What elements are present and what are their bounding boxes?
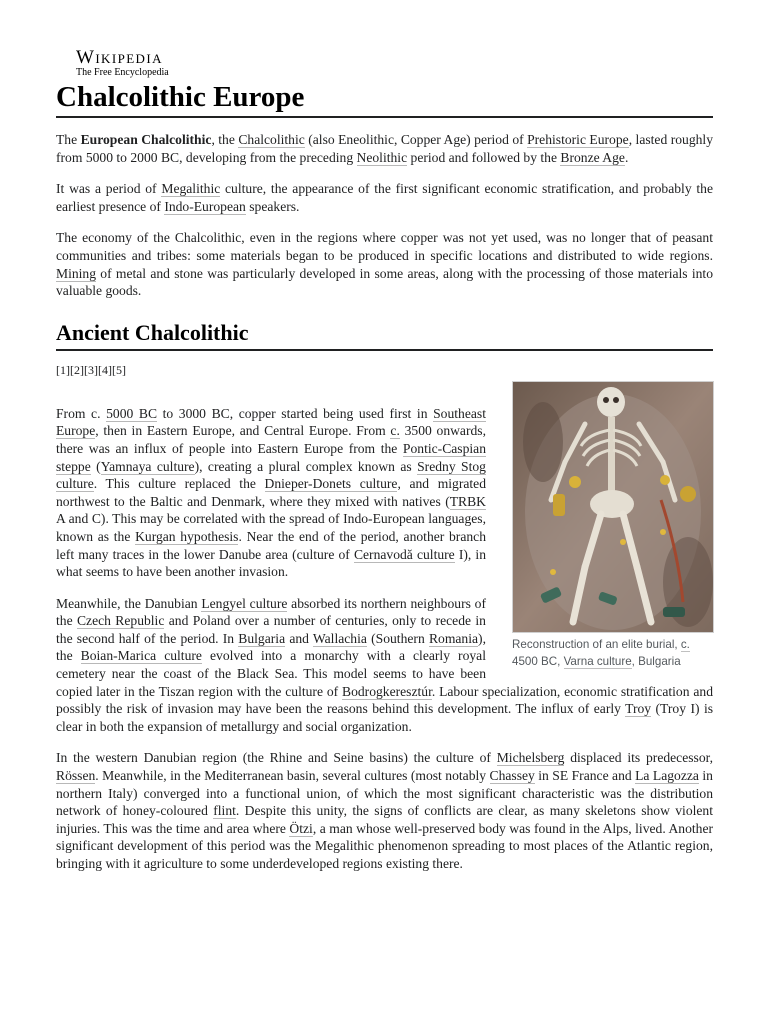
link-bulgaria[interactable]: Bulgaria [238,630,286,646]
link-circa[interactable]: c. [390,423,400,439]
reference-link[interactable]: [3] [84,362,98,377]
link-chassey[interactable]: Chassey [489,768,535,784]
article [56,48,713,873]
link-neolithic[interactable]: Neolithic [356,149,408,165]
link-sredny-stog-culture[interactable]: Sredny Stog culture [56,458,486,492]
link-megalithic[interactable]: Megalithic [161,181,221,197]
link-trbk[interactable]: TRBK [449,493,486,509]
reference-link[interactable]: [4] [98,362,112,377]
wikipedia-logo[interactable] [76,48,713,78]
section-heading: Ancient Chalcolithic [56,320,713,351]
link-mining[interactable]: Mining [56,265,97,281]
link-lengyel-culture[interactable]: Lengyel culture [201,595,288,611]
link-varna-culture[interactable]: Varna culture [563,654,632,668]
link-dnieper-donets-culture[interactable]: Dnieper-Donets culture [264,476,398,492]
reference-link[interactable]: [1] [56,362,70,377]
burial-image[interactable] [512,381,714,633]
page-title: Chalcolithic Europe [56,80,713,118]
burial-figure [512,381,713,670]
link-romania[interactable]: Romania [428,630,479,646]
link-5000-bc[interactable]: 5000 BC [106,405,158,421]
link-southeast-europe[interactable]: Southeast Europe [56,405,486,439]
link-boian-marica-culture[interactable]: Boian-Marica culture [80,648,202,664]
reference-link[interactable]: [2] [70,362,84,377]
reference-list [56,362,713,378]
figure-caption: Reconstruction of an elite burial, c. 4500 BC, Varna culture, Bulgaria [512,637,690,668]
link-michelsberg[interactable]: Michelsberg [496,750,565,766]
link-rossen[interactable]: Rössen [56,768,96,784]
link-prehistoric-europe[interactable]: Prehistoric Europe [527,132,629,147]
link-bodrogkeresztur[interactable]: Bodrogkeresztúr [342,683,432,699]
link-flint[interactable]: flint [213,803,236,819]
link-kurgan-hypothesis[interactable]: Kurgan hypothesis [135,528,239,544]
link-wallachia[interactable]: Wallachia [312,630,367,646]
link-circa[interactable]: c. [680,637,690,651]
bold-term: European Chalcolithic [80,132,212,147]
link-la-lagozza[interactable]: La Lagozza [635,768,699,784]
body-paragraph-3: In the western Danubian region (the Rhine and Seine basins) the culture of Michelsberg displaced its predecessor, Rössen. Meanwhile, in the Mediterranean basin, several cultures (most notably Chassey in SE France and La Lagozza in northern Italy) converged into a functional union, of which the most significant characteristic was the distribution network of honey-coloured flint. Despite this unity, the signs of conflicts are clear, as many skeletons show violent injuries. This was the time and area where Ötzi, a man whose well-preserved body was found in the Alps, lived. Another significant development of this period was the Megalithic phenomenon spreading to most places of the Atlantic region, bringing with it agriculture to some underdeveloped regions existing there. [56,750,714,871]
body-paragraph-2: Meanwhile, the Danubian Lengyel culture absorbed its northern neighbours of the Czech Republic and Poland over a number of centuries, only to recede in the second half of the period. In Bulgaria and Wallachia (Southern Romania), the Boian-Marica culture evolved into a monarchy with a clearly royal cemetery near the coast of the Black Sea. This model seems to have been copied later in the Tiszan region with the culture of Bodrogkeresztúr. Labour specialization, economic stratification and possibly the risk of invasion may have been the reasons behind this development. The influx of early Troy (Troy I) is clear in both the expansion of metallurgy and social organization. [56,595,714,734]
link-indo-european[interactable]: Indo-European [164,198,246,214]
logo-wordmark: Wikipedia [76,47,163,68]
link-troy[interactable]: Troy [625,701,652,717]
link-otzi[interactable]: Ötzi [289,820,313,836]
intro-paragraph-3: The economy of the Chalcolithic, even in the regions where copper was not yet used, was no longer that of peasant communities and tribes: some materials began to be produced in specific locations and distributed to wide regions. Mining of metal and stone was particularly developed in some areas, along with the processing of those materials into valuable goods. [56,230,713,299]
link-bronze-age[interactable]: Bronze Age [560,149,625,165]
logo-tagline: The Free Encyclopedia [76,67,169,78]
intro-paragraph-2: It was a period of Megalithic culture, the appearance of the first significant economic stratification, and probably the earliest presence of Indo-European speakers. [56,181,713,214]
reference-link[interactable]: [5] [112,362,126,377]
link-cernavoda-culture[interactable]: Cernavodă culture [353,546,455,562]
link-pontic-caspian-steppe[interactable]: Pontic-Caspian steppe [56,440,486,474]
intro-paragraph-1: The European Chalcolithic, the Chalcolithic (also Eneolithic, Copper Age) period of Prehistoric Europe, lasted roughly from 5000 to 2000 BC, developing from the preceding Neolithic period and followed by the Bronze Age. [56,132,713,165]
link-chalcolithic[interactable]: Chalcolithic [238,132,305,147]
link-czech-republic[interactable]: Czech Republic [76,613,165,629]
body-paragraph-1: From c. 5000 BC to 3000 BC, copper started being used first in Southeast Europe, then in Eastern Europe, and Central Europe. From c. 3500 onwards, there was an influx of people into Eastern Europe from the Pontic-Caspian steppe (Yamnaya culture), creating a plural complex known as Sredny Stog culture. This culture replaced the Dnieper-Donets culture, and migrated northwest to the Baltic and Denmark, where they mixed with natives (TRBK A and C). This may be correlated with the spread of Indo-European languages, known as the Kurgan hypothesis. Near the end of the period, another branch left many traces in the lower Danube area (culture of Cernavodă culture I), in what seems to have been another invasion. [56,405,487,580]
link-yamnaya-culture[interactable]: Yamnaya culture [100,458,195,474]
